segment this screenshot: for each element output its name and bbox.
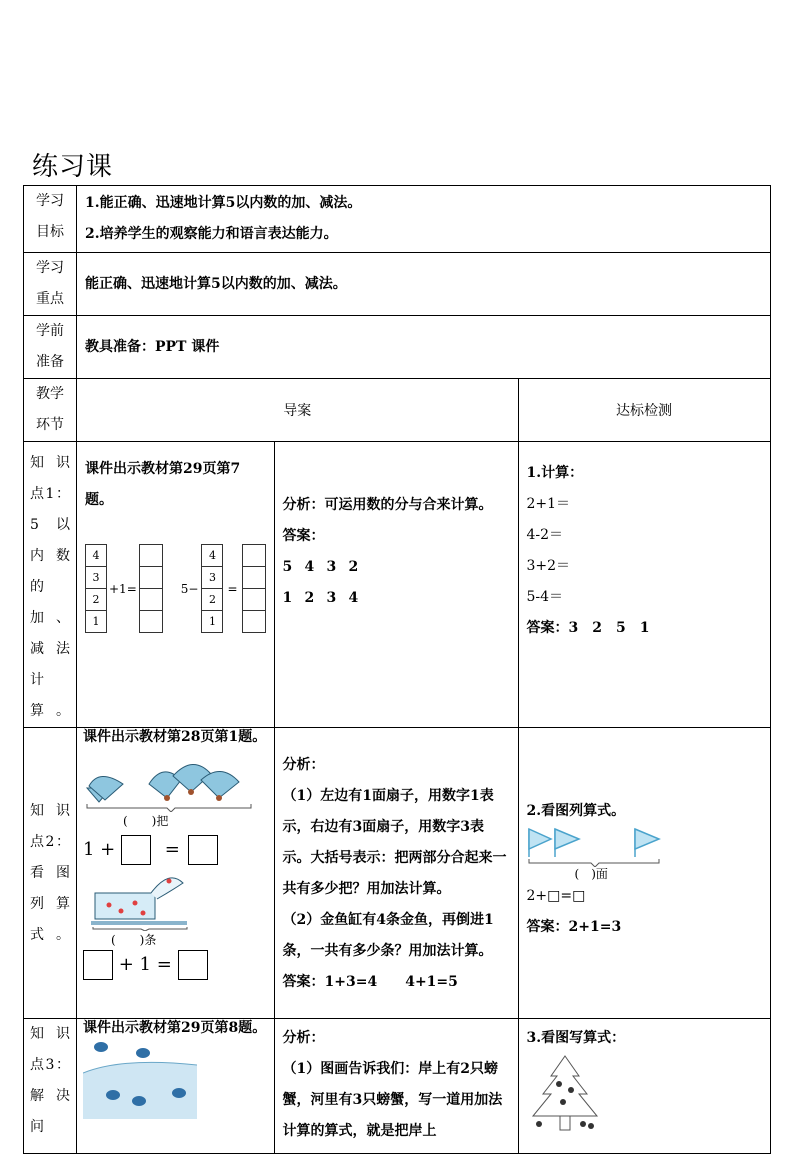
k3-material bbox=[77, 1019, 275, 1154]
k2-check bbox=[518, 728, 770, 1019]
prep-content: 教具准备：PPT 课件 bbox=[77, 316, 771, 379]
guide-header: 导案 bbox=[77, 379, 519, 442]
check-header: 达标检测 bbox=[518, 379, 770, 442]
fan-icon bbox=[87, 776, 123, 802]
goal-label: 学习 目标 bbox=[24, 186, 77, 253]
k1-analysis-text: 分析：可运用数的分与合来计算。 bbox=[282, 497, 493, 513]
fan-equation: 1 + = bbox=[83, 835, 268, 865]
crabs-illustration bbox=[83, 1037, 197, 1119]
k2-row bbox=[24, 728, 771, 1019]
goal-row bbox=[24, 186, 771, 253]
k2-label: 知识 点2： 看图 列算 式。 bbox=[24, 728, 77, 1019]
k3-label: 知识 点3： 解决 问 bbox=[24, 1019, 77, 1154]
fans-illustration bbox=[83, 754, 259, 812]
fan-icon bbox=[149, 764, 239, 798]
k1-check-answer: 答案：3 2 5 1 bbox=[526, 620, 650, 636]
section-label: 教学 环节 bbox=[24, 379, 77, 442]
k3-check bbox=[518, 1019, 770, 1154]
plus-one-label: +1= bbox=[109, 581, 137, 596]
blank-box bbox=[178, 950, 208, 980]
flag-icon bbox=[529, 829, 659, 857]
answer-boxes-1 bbox=[139, 544, 163, 633]
k1-intro: 课件出示教材第29页第7题。 bbox=[85, 461, 241, 508]
tree-illustration bbox=[527, 1054, 603, 1132]
blank-box bbox=[121, 835, 151, 865]
k3-analysis bbox=[274, 1019, 518, 1154]
prep-label: 学前 准备 bbox=[24, 316, 77, 379]
k1-analysis bbox=[274, 442, 518, 728]
k2-analysis-p1: （1）左边有1面扇子，用数字1表示，右边有3面扇子，用数字3表示。大括号表示：把两部分合起来一共有多少把？用加法计算。 bbox=[282, 788, 507, 897]
goal-content bbox=[77, 186, 771, 253]
k2-intro: 课件出示教材第28页第1题。 bbox=[83, 729, 267, 745]
focus-row bbox=[24, 253, 771, 316]
k2-material bbox=[77, 728, 275, 1019]
k2-answer: 答案：1+3=4 4+1=5 bbox=[282, 974, 458, 990]
k1-check-item: 3+2＝ bbox=[526, 558, 571, 574]
k1-row bbox=[24, 442, 771, 728]
blank-box bbox=[188, 835, 218, 865]
k1-answer-label: 答案： bbox=[282, 528, 325, 544]
header-row bbox=[24, 379, 771, 442]
fan-caption: ( )把 bbox=[123, 814, 169, 828]
k1-check-title: 1.计算： bbox=[526, 465, 584, 481]
k2-check-title: 2.看图列算式。 bbox=[526, 803, 626, 819]
lesson-table bbox=[23, 185, 771, 1154]
equals-label: = bbox=[227, 581, 238, 596]
k2-analysis bbox=[274, 728, 518, 1019]
k1-check bbox=[518, 442, 770, 728]
k3-analysis-title: 分析： bbox=[282, 1030, 325, 1046]
k1-check-item: 4-2＝ bbox=[526, 527, 564, 543]
page-title: 练习课 bbox=[32, 152, 114, 182]
k3-intro: 课件出示教材第29页第8题。 bbox=[83, 1020, 267, 1036]
focus-content: 能正确、迅速地计算5以内数的加、减法。 bbox=[77, 253, 771, 316]
k3-row bbox=[24, 1019, 771, 1154]
flag-caption: ( )面 bbox=[574, 867, 608, 881]
fish-caption: ( )条 bbox=[111, 933, 157, 947]
goal-line-2: 2.培养学生的观察能力和语言表达能力。 bbox=[85, 226, 338, 242]
blank-box bbox=[83, 950, 113, 980]
k2-analysis-title: 分析： bbox=[282, 757, 325, 773]
k1-material bbox=[77, 442, 275, 728]
goal-line-1: 1.能正确、迅速地计算5以内数的加、减法。 bbox=[85, 195, 362, 211]
prep-row bbox=[24, 316, 771, 379]
k1-answer-row-1: 5 4 3 2 bbox=[282, 559, 359, 575]
k1-figure bbox=[85, 544, 266, 633]
number-stack-1: 4 3 2 1 bbox=[85, 544, 107, 633]
fishbowl-illustration bbox=[91, 869, 201, 931]
k2-analysis-p2: （2）金鱼缸有4条金鱼，再倒进1条，一共有多少条？用加法计算。 bbox=[282, 912, 494, 959]
k3-analysis-p1: （1）图画告诉我们：岸上有2只螃蟹，河里有3只螃蟹，写一道用加法计算的算式，就是把岸上 bbox=[282, 1061, 503, 1139]
fish-equation: + 1 = bbox=[83, 950, 268, 980]
k1-label: 知识 点1： 5以 内数 的加、 减法 计算。 bbox=[24, 442, 77, 728]
k1-answer-row-2: 1 2 3 4 bbox=[282, 590, 359, 606]
flags-illustration bbox=[527, 827, 667, 867]
k1-check-item: 2+1＝ bbox=[526, 496, 571, 512]
minus-label: 5− bbox=[180, 581, 199, 596]
k2-check-equation: 2+□=□ bbox=[526, 888, 586, 904]
answer-boxes-2 bbox=[242, 544, 266, 633]
k3-check-title: 3.看图写算式： bbox=[526, 1030, 626, 1046]
number-stack-2: 4 3 2 1 bbox=[201, 544, 223, 633]
k2-check-answer: 答案：2+1=3 bbox=[526, 919, 622, 935]
k1-check-item: 5-4＝ bbox=[526, 589, 564, 605]
focus-label: 学习 重点 bbox=[24, 253, 77, 316]
